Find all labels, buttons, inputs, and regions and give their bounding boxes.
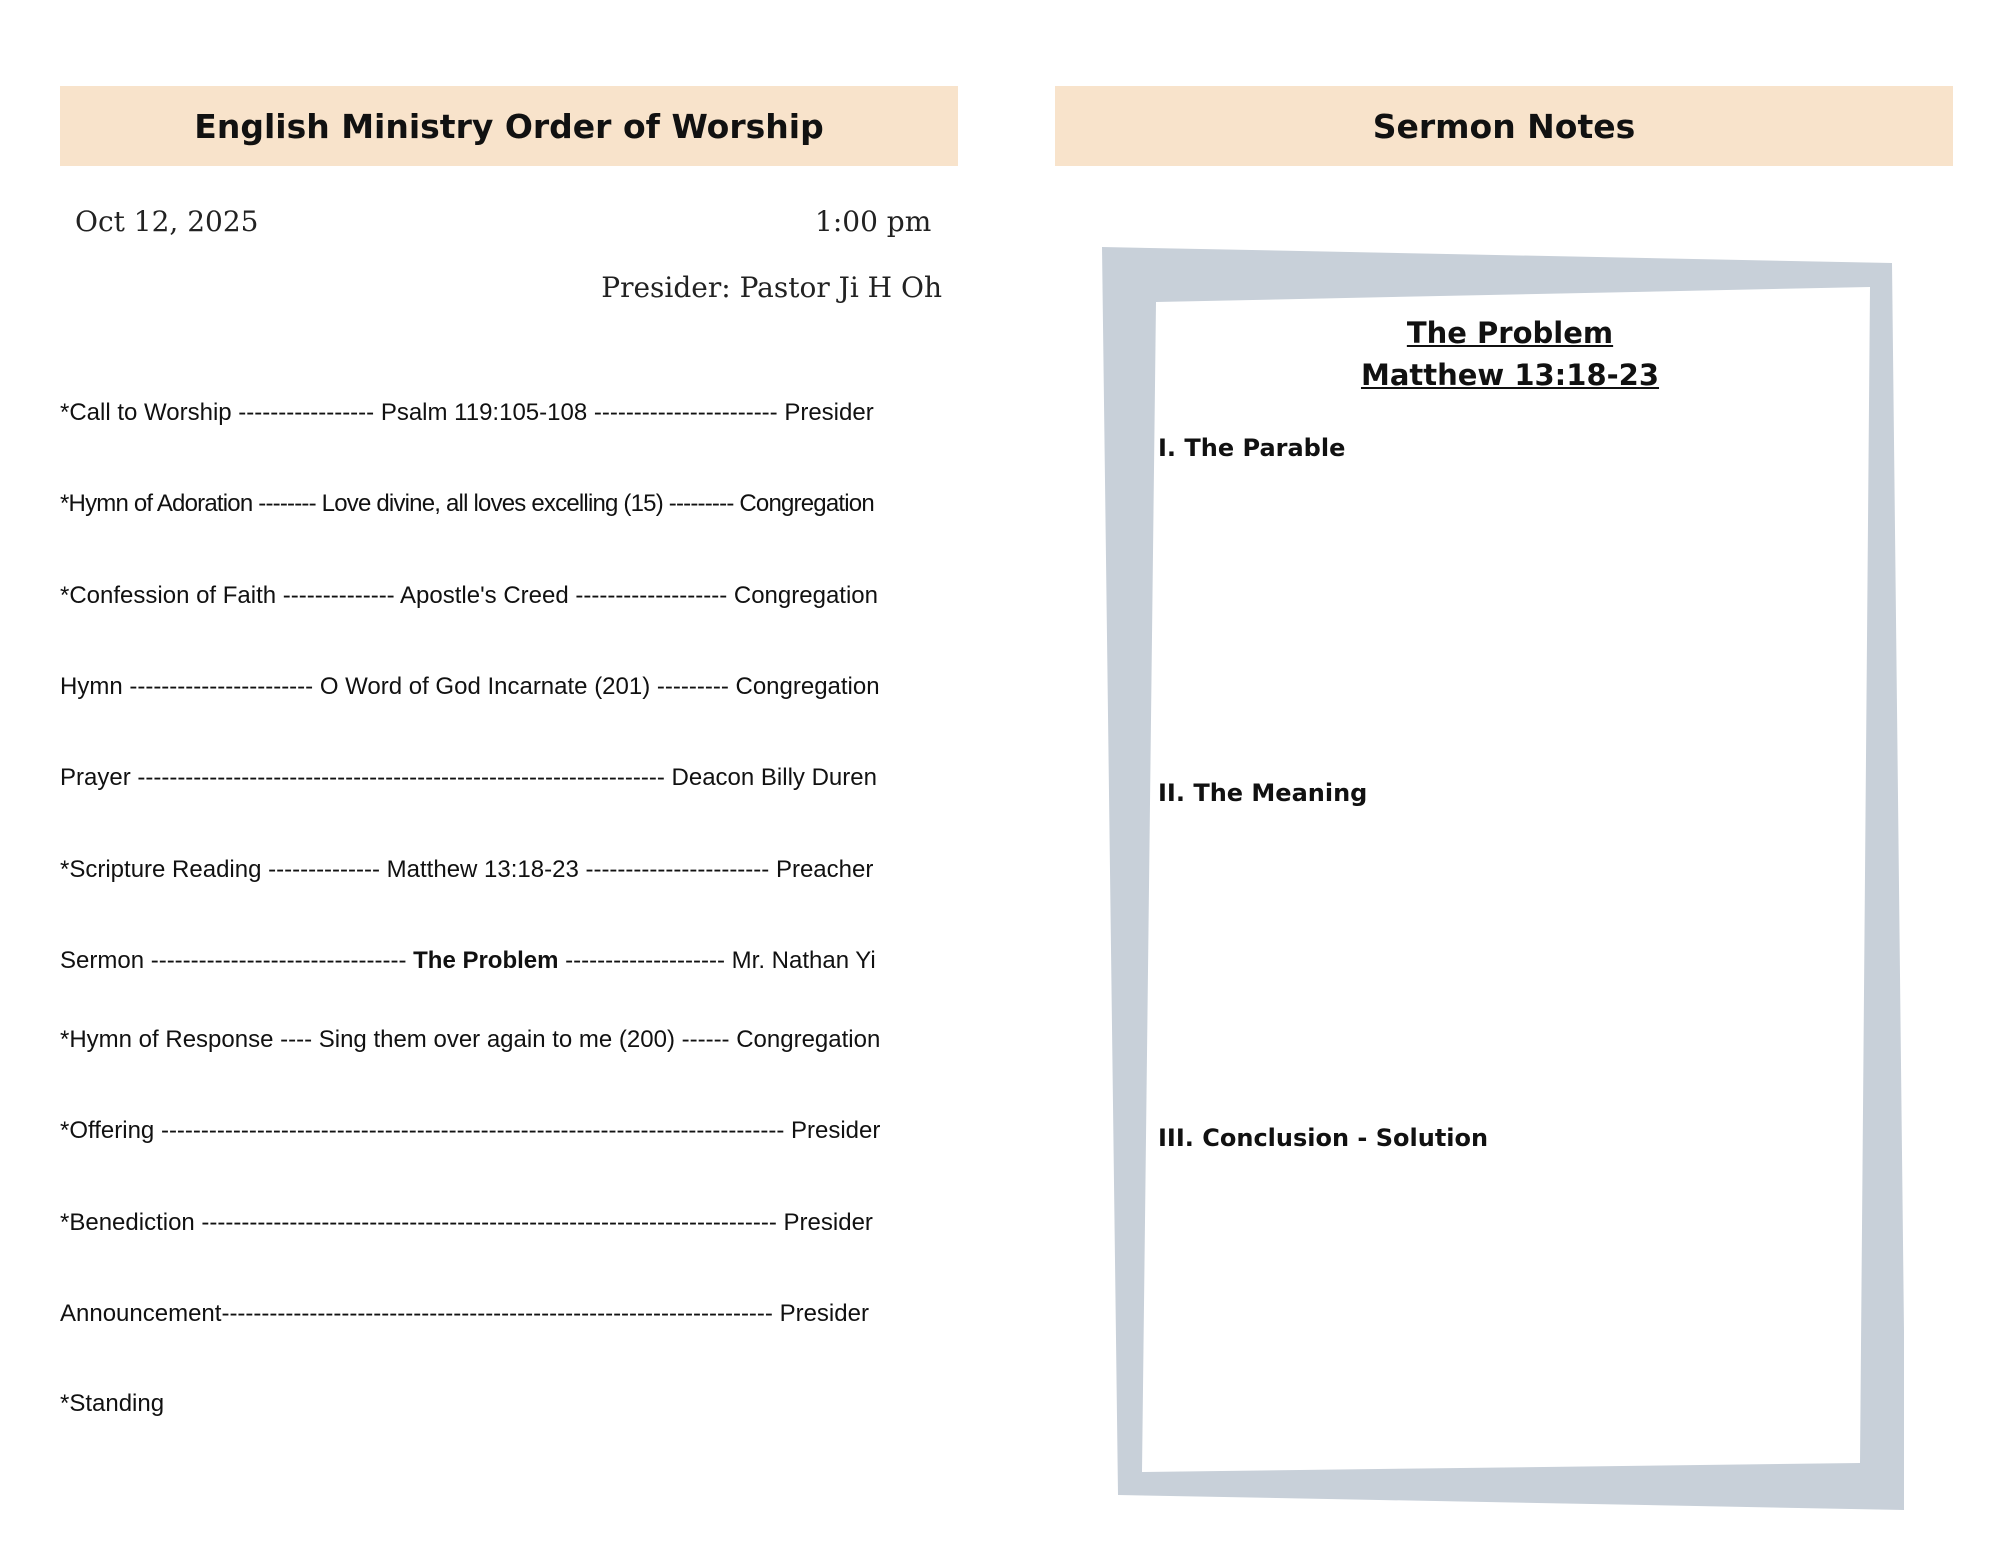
service-date: Oct 12, 2025 bbox=[75, 205, 259, 238]
standing-note: *Standing bbox=[60, 1390, 165, 1417]
notes-section-parable: I. The Parable bbox=[1158, 434, 1346, 462]
order-item-sermon bbox=[60, 946, 876, 976]
sermon-passage: Matthew 13:18-23 bbox=[1360, 358, 1660, 392]
order-item-benediction: *Benediction ------------------------------------------------------------------------ Presider bbox=[60, 1209, 873, 1236]
sermon-line-prefix: Sermon -------------------------------- bbox=[60, 947, 414, 974]
sermon-notes-title: Sermon Notes bbox=[1372, 106, 1636, 146]
sermon-notes-header bbox=[1055, 86, 1953, 166]
sermon-title: The Problem bbox=[1406, 316, 1614, 350]
presider-line: Presider: Pastor Ji H Oh bbox=[601, 271, 942, 304]
notes-section-conclusion: III. Conclusion - Solution bbox=[1158, 1124, 1489, 1152]
order-item-offering: *Offering ------------------------------------------------------------------------------ Presider bbox=[60, 1117, 881, 1144]
order-item-hymn: Hymn ----------------------- O Word of God Incarnate (201) --------- Congregation bbox=[60, 673, 880, 700]
service-time: 1:00 pm bbox=[815, 205, 932, 238]
order-of-worship-header bbox=[60, 86, 958, 166]
order-of-worship-title: English Ministry Order of Worship bbox=[194, 106, 824, 146]
sermon-line-suffix: -------------------- Mr. Nathan Yi bbox=[558, 947, 876, 974]
order-item-call-to-worship: *Call to Worship ----------------- Psalm 119:105-108 ----------------------- Presider bbox=[60, 399, 874, 426]
sermon-line-title: The Problem bbox=[413, 947, 559, 974]
order-item-confession-of-faith: *Confession of Faith -------------- Apostle's Creed ------------------- Congregation bbox=[60, 582, 878, 609]
order-item-scripture-reading: *Scripture Reading -------------- Matthew 13:18-23 ----------------------- Preacher bbox=[60, 856, 874, 883]
order-item-announcement: Announcement--------------------------------------------------------------------- Presider bbox=[60, 1300, 869, 1327]
order-item-hymn-of-response: *Hymn of Response ---- Sing them over again to me (200) ------ Congregation bbox=[60, 1026, 881, 1053]
notes-section-meaning: II. The Meaning bbox=[1158, 779, 1368, 807]
order-item-prayer: Prayer ------------------------------------------------------------------ Deacon Billy Duren bbox=[60, 764, 877, 791]
order-item-hymn-of-adoration: *Hymn of Adoration -------- Love divine, all loves excelling (15) --------- Congregation bbox=[60, 490, 874, 517]
